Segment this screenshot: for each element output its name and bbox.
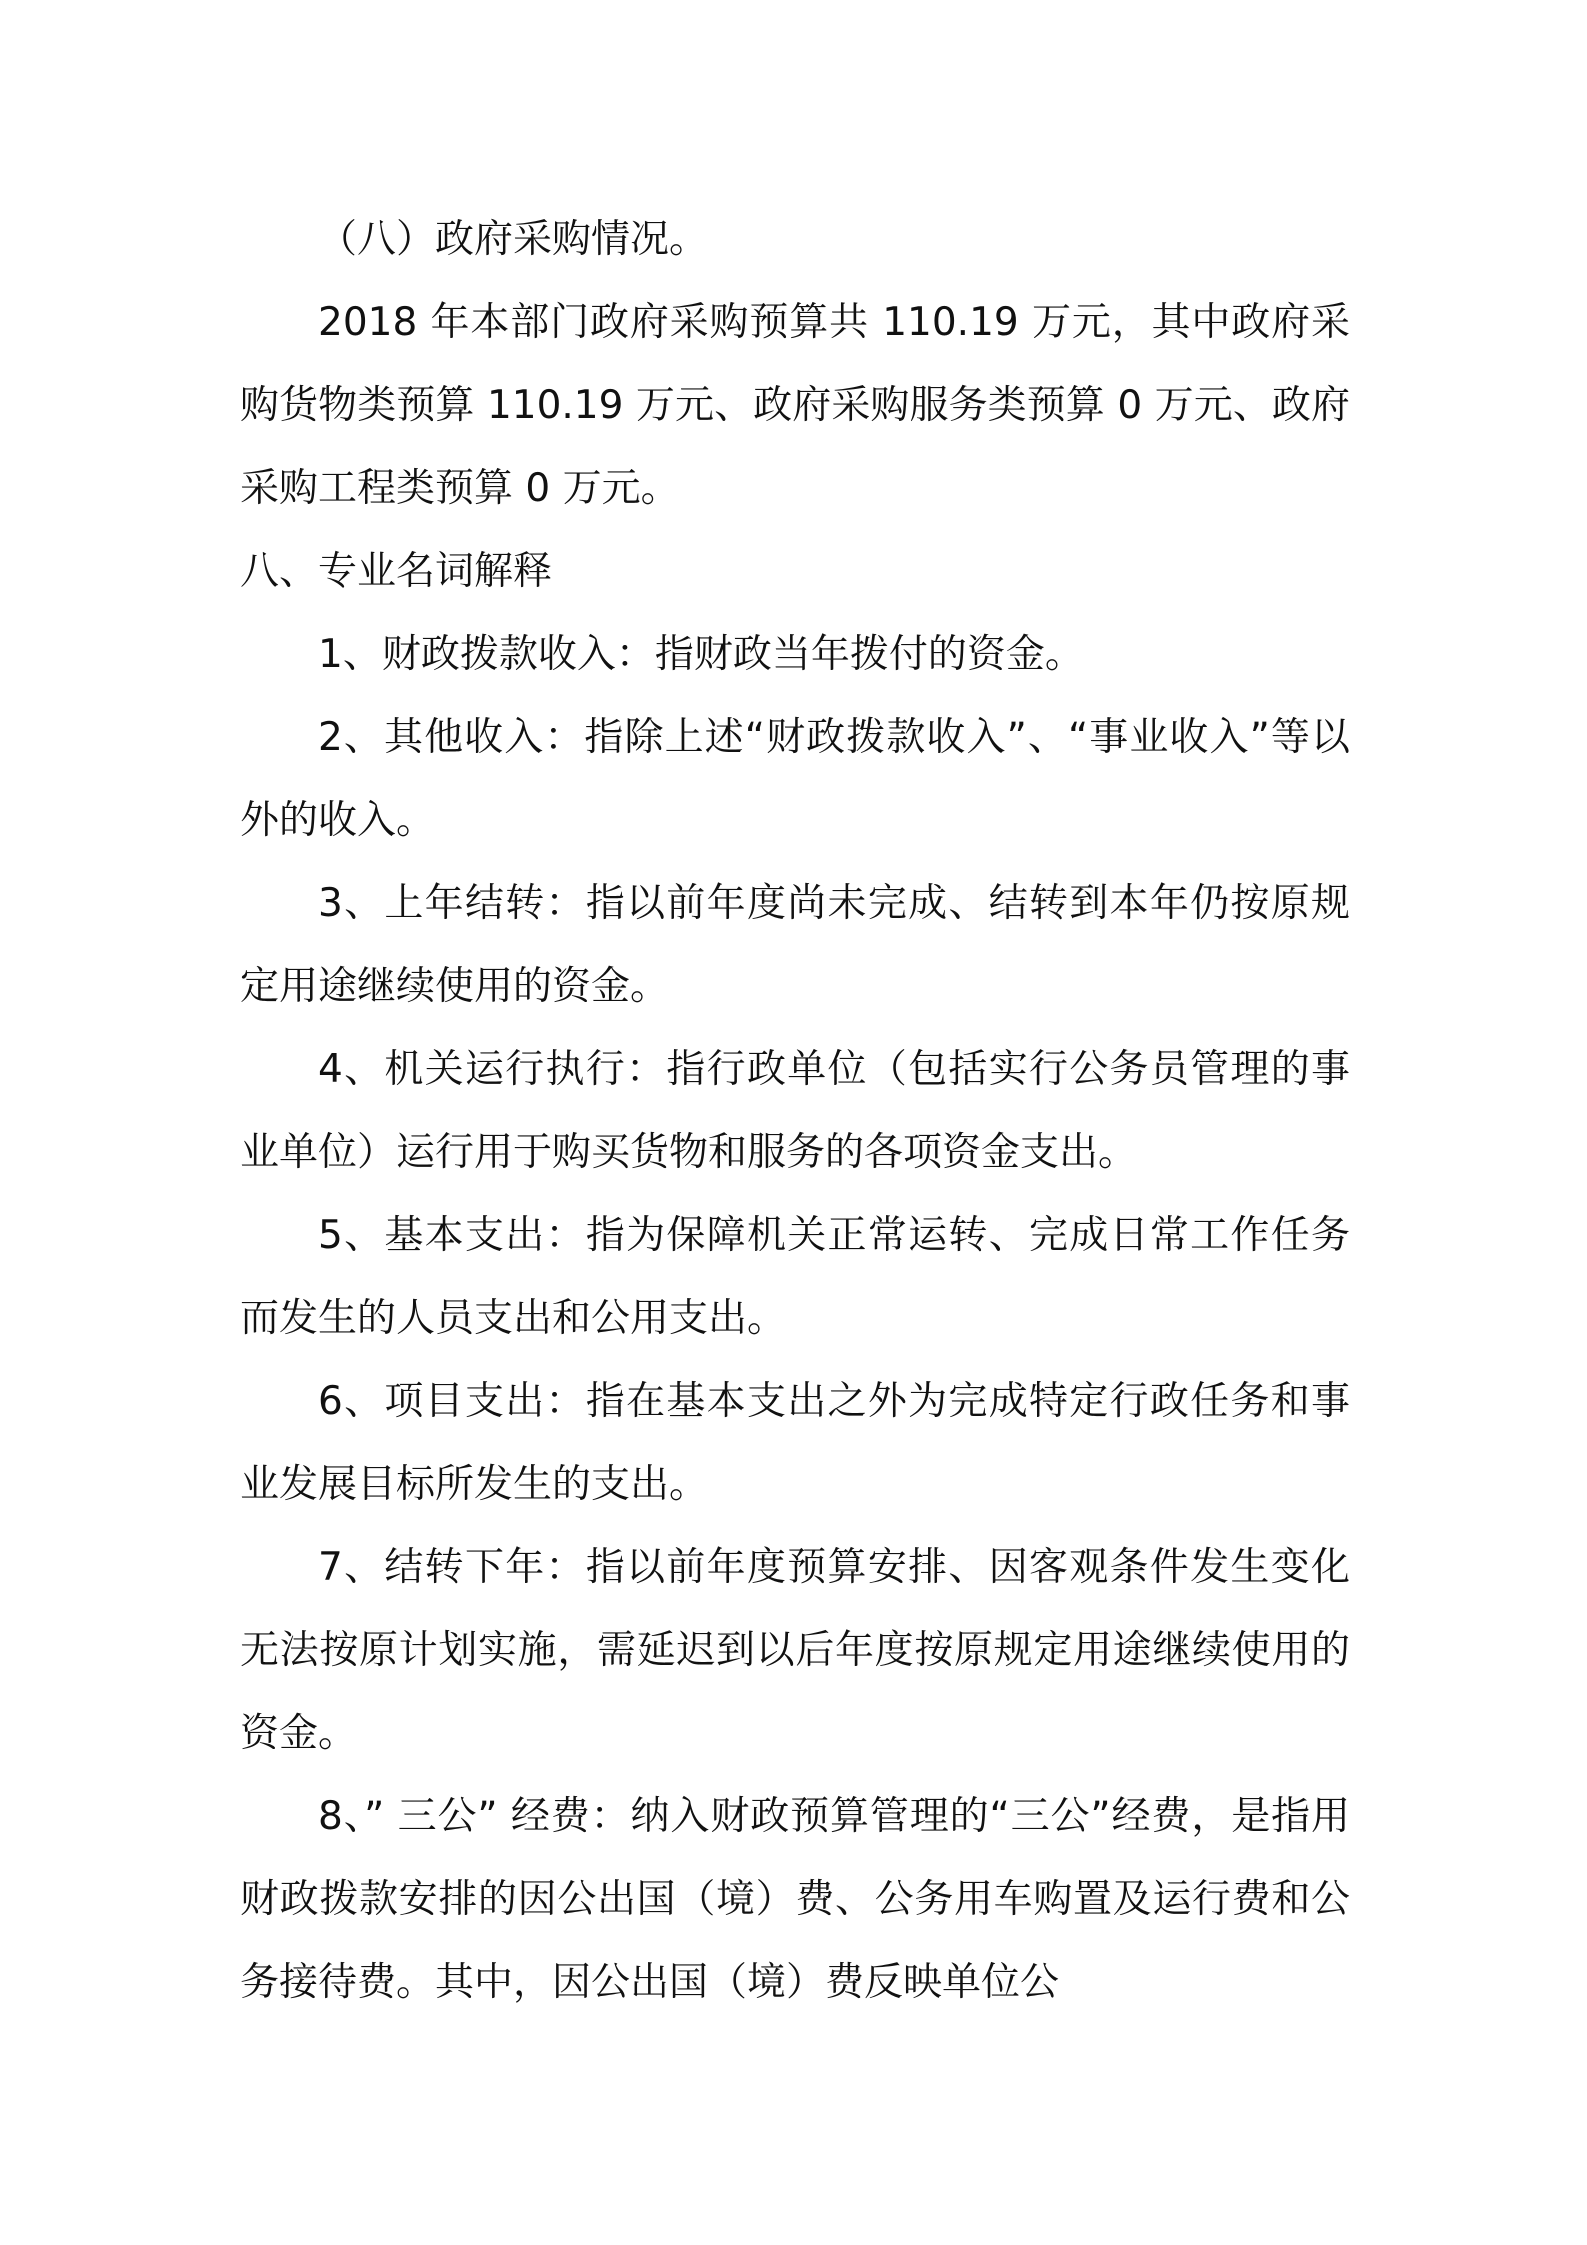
document-body <box>240 198 1350 2024</box>
section-heading-glossary: 八、专业名词解释 <box>240 549 553 594</box>
glossary-item-other-income: 2、其他收入：指除上述“财政拨款收入”、“事业收入”等以外的收入。 <box>240 715 1350 843</box>
glossary-item-carryover-next-year: 7、结转下年：指以前年度预算安排、因客观条件发生变化无法按原计划实施，需延迟到以后年度按原规定用途继续使用的资金。 <box>240 1545 1350 1756</box>
subsection-heading-government-procurement: （八）政府采购情况。 <box>318 217 709 262</box>
glossary-item-agency-operation: 4、机关运行执行：指行政单位（包括实行公务员管理的事业单位）运行用于购买货物和服务的各项资金支出。 <box>240 1047 1350 1175</box>
glossary-item-project-expenditure: 6、项目支出：指在基本支出之外为完成特定行政任务和事业发展目标所发生的支出。 <box>240 1379 1350 1507</box>
procurement-budget-paragraph: 2018 年本部门政府采购预算共 110.19 万元，其中政府采购货物类预算 110.19 万元、政府采购服务类预算 0 万元、政府采购工程类预算 0 万元。 <box>240 300 1350 511</box>
glossary-item-previous-year-carryover: 3、上年结转：指以前年度尚未完成、结转到本年仍按原规定用途继续使用的资金。 <box>240 881 1350 1009</box>
glossary-item-fiscal-appropriation-income: 1、财政拨款收入：指财政当年拨付的资金。 <box>318 632 1084 677</box>
glossary-item-basic-expenditure: 5、基本支出：指为保障机关正常运转、完成日常工作任务而发生的人员支出和公用支出。 <box>240 1213 1350 1341</box>
glossary-item-three-public-expenses: 8、” 三公” 经费：纳入财政预算管理的“三公”经费，是指用财政拨款安排的因公出国（境）费、公务用车购置及运行费和公务接待费。其中，因公出国（境）费反映单位公 <box>240 1794 1350 2005</box>
